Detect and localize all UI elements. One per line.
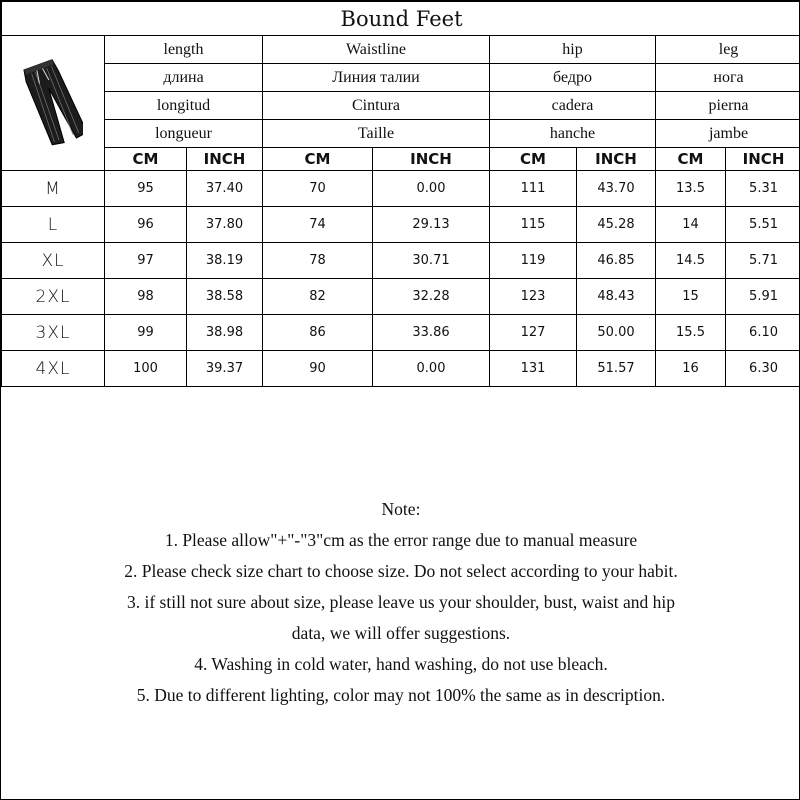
value-cell: 96 — [105, 207, 187, 243]
value-cell: 82 — [263, 279, 373, 315]
header-waistline-ru: Линия талии — [263, 64, 490, 92]
value-cell: 97 — [105, 243, 187, 279]
unit-length-inch: INCH — [187, 148, 263, 171]
value-cell: 38.58 — [187, 279, 263, 315]
size-label: 2XL — [2, 279, 105, 315]
value-cell: 0.00 — [373, 351, 490, 387]
value-cell: 38.19 — [187, 243, 263, 279]
header-leg-fr: jambe — [656, 120, 800, 148]
header-leg-es: pierna — [656, 92, 800, 120]
value-cell: 16 — [656, 351, 726, 387]
value-cell: 38.98 — [187, 315, 263, 351]
value-cell: 43.70 — [577, 171, 656, 207]
size-label: 4XL — [2, 351, 105, 387]
value-cell: 99 — [105, 315, 187, 351]
value-cell: 5.51 — [726, 207, 800, 243]
header-waistline-en: Waistline — [263, 36, 490, 64]
unit-hip-cm: CM — [490, 148, 577, 171]
value-cell: 46.85 — [577, 243, 656, 279]
value-cell: 70 — [263, 171, 373, 207]
value-cell: 98 — [105, 279, 187, 315]
size-label: 3XL — [2, 315, 105, 351]
table-row — [2, 243, 800, 279]
value-cell: 74 — [263, 207, 373, 243]
table-row — [2, 351, 800, 387]
header-hip-es: cadera — [490, 92, 656, 120]
size-label: M — [2, 171, 105, 207]
value-cell: 14 — [656, 207, 726, 243]
table-row — [2, 315, 800, 351]
value-cell: 13.5 — [656, 171, 726, 207]
note-line-1: 1. Please allow"+"-"3"cm as the error range due to manual measure — [164, 530, 638, 550]
pants-icon — [23, 54, 83, 152]
header-leg-ru: нога — [656, 64, 800, 92]
value-cell: 95 — [105, 171, 187, 207]
value-cell: 5.31 — [726, 171, 800, 207]
value-cell: 6.30 — [726, 351, 800, 387]
header-length-es: longitud — [105, 92, 263, 120]
notes-section — [1, 494, 800, 711]
value-cell: 127 — [490, 315, 577, 351]
header-length-ru: длина — [105, 64, 263, 92]
value-cell: 45.28 — [577, 207, 656, 243]
header-waistline-fr: Taille — [263, 120, 490, 148]
size-chart-table — [1, 1, 800, 387]
value-cell: 37.80 — [187, 207, 263, 243]
table-row — [2, 171, 800, 207]
value-cell: 100 — [105, 351, 187, 387]
value-cell: 111 — [490, 171, 577, 207]
note-line-3-cont: data, we will offer suggestions. — [291, 623, 511, 643]
unit-leg-cm: CM — [656, 148, 726, 171]
value-cell: 5.71 — [726, 243, 800, 279]
size-label: XL — [2, 243, 105, 279]
table-row — [2, 207, 800, 243]
chart-title: Bound Feet — [2, 2, 800, 36]
value-cell: 86 — [263, 315, 373, 351]
table-row — [2, 279, 800, 315]
value-cell: 50.00 — [577, 315, 656, 351]
value-cell: 33.86 — [373, 315, 490, 351]
value-cell: 15.5 — [656, 315, 726, 351]
value-cell: 6.10 — [726, 315, 800, 351]
header-hip-ru: бедро — [490, 64, 656, 92]
value-cell: 32.28 — [373, 279, 490, 315]
value-cell: 37.40 — [187, 171, 263, 207]
value-cell: 14.5 — [656, 243, 726, 279]
header-length-en: length — [105, 36, 263, 64]
notes-heading: Note: — [381, 499, 421, 519]
header-hip-en: hip — [490, 36, 656, 64]
unit-leg-inch: INCH — [726, 148, 800, 171]
unit-waistline-inch: INCH — [373, 148, 490, 171]
value-cell: 78 — [263, 243, 373, 279]
unit-length-cm: CM — [105, 148, 187, 171]
product-thumbnail — [2, 36, 105, 171]
value-cell: 30.71 — [373, 243, 490, 279]
size-label: L — [2, 207, 105, 243]
value-cell: 15 — [656, 279, 726, 315]
value-cell: 90 — [263, 351, 373, 387]
value-cell: 123 — [490, 279, 577, 315]
header-length-fr: longueur — [105, 120, 263, 148]
value-cell: 48.43 — [577, 279, 656, 315]
value-cell: 119 — [490, 243, 577, 279]
unit-hip-inch: INCH — [577, 148, 656, 171]
value-cell: 5.91 — [726, 279, 800, 315]
value-cell: 115 — [490, 207, 577, 243]
header-leg-en: leg — [656, 36, 800, 64]
note-line-2: 2. Please check size chart to choose size. Do not select according to your habit. — [124, 561, 678, 581]
note-line-3: 3. if still not sure about size, please leave us your shoulder, bust, waist and hip — [126, 592, 675, 612]
value-cell: 131 — [490, 351, 577, 387]
header-waistline-es: Cintura — [263, 92, 490, 120]
value-cell: 51.57 — [577, 351, 656, 387]
note-line-4: 4. Washing in cold water, hand washing, do not use bleach. — [194, 654, 608, 674]
value-cell: 0.00 — [373, 171, 490, 207]
header-hip-fr: hanche — [490, 120, 656, 148]
note-line-5: 5. Due to different lighting, color may not 100% the same as in description. — [136, 685, 666, 705]
unit-waistline-cm: CM — [263, 148, 373, 171]
value-cell: 39.37 — [187, 351, 263, 387]
value-cell: 29.13 — [373, 207, 490, 243]
